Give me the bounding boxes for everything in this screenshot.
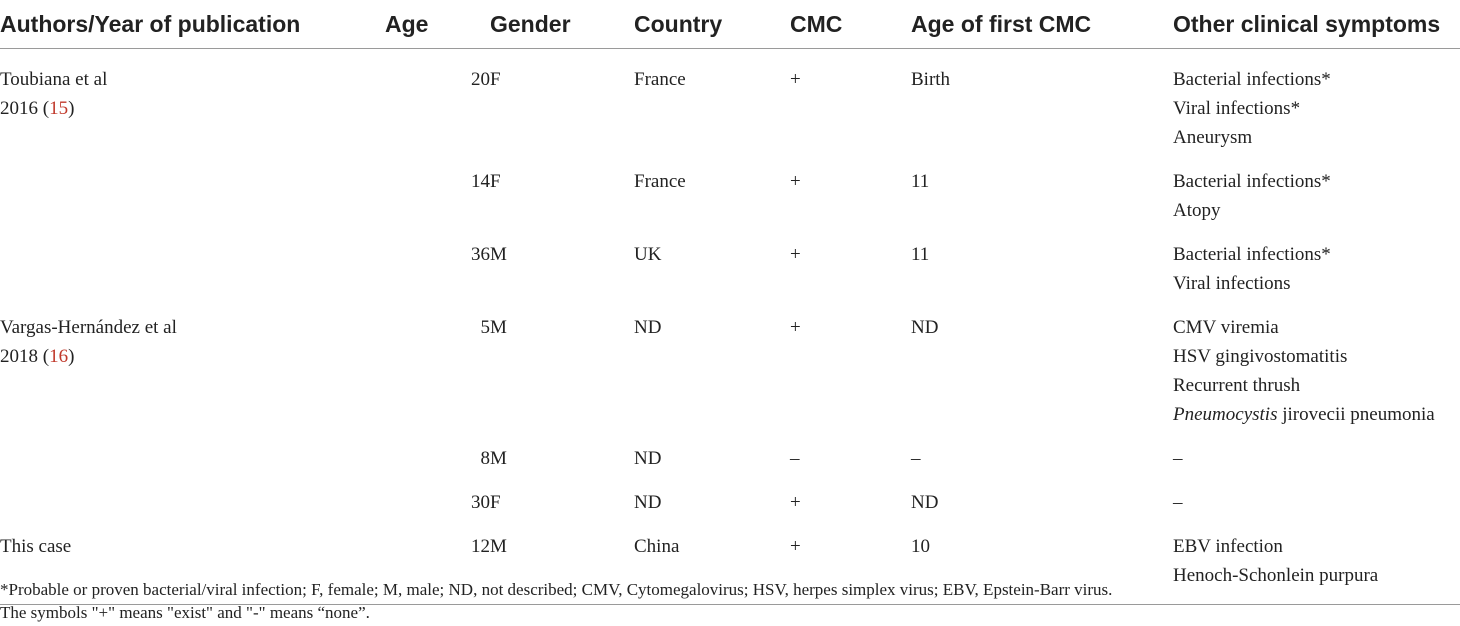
table-row [0,225,1460,298]
header-cmc: CMC [790,0,911,49]
reference-link[interactable]: 16 [49,346,69,367]
country-cell: ND [634,317,662,338]
symptom-item: Pneumocystis jirovecii pneumonia [1173,404,1435,425]
symptoms-cell [1173,152,1460,225]
author-year: 2018 (16) [0,346,75,367]
cmc-cell: + [790,69,801,90]
header-symptoms: Other clinical symptoms [1173,0,1460,49]
symptom-item: Bacterial infections* [1173,69,1331,90]
author-cell [0,225,385,298]
author-cell [0,152,385,225]
header-authors: Authors/Year of publication [0,0,385,49]
reference-link[interactable]: 15 [49,98,69,119]
symptoms-cell [1173,429,1460,473]
symptom-item: Viral infections [1173,273,1291,294]
author-year: 2016 (15) [0,98,75,119]
symptom-item: Bacterial infections* [1173,244,1331,265]
gender-cell: F [490,492,501,513]
age-cell: 8 [480,448,490,469]
header-country: Country [634,0,790,49]
country-cell: France [634,171,686,192]
author-name: Toubiana et al [0,69,108,90]
first-cmc-cell: ND [911,492,939,513]
first-cmc-cell: – [911,448,921,469]
age-cell: 20 [471,69,490,90]
symptom-item: EBV infection [1173,536,1283,557]
gender-cell: M [490,317,507,338]
table-footnotes [0,578,1460,624]
author-cell [0,298,385,429]
symptom-item: – [1173,448,1183,469]
symptom-item: – [1173,492,1183,513]
author-cell [0,473,385,517]
country-cell: ND [634,448,662,469]
author-cell [0,49,385,153]
country-cell: France [634,69,686,90]
footnote-symbols: The symbols "+" means "exist" and "-" means “none”. [0,603,370,622]
cmc-cell: + [790,492,801,513]
table-row [0,429,1460,473]
gender-cell: M [490,244,507,265]
author-name: This case [0,536,72,557]
age-cell: 5 [480,317,490,338]
symptom-item: CMV viremia [1173,317,1279,338]
symptom-item: Henoch-Schonlein purpura [1173,565,1379,586]
cmc-cell: + [790,171,801,192]
first-cmc-cell: Birth [911,69,951,90]
first-cmc-cell: 11 [911,171,930,192]
age-cell: 30 [471,492,490,513]
symptoms-cell [1173,298,1460,429]
header-age [385,0,490,49]
gender-cell: M [490,517,634,605]
symptom-item: Bacterial infections* [1173,171,1331,192]
age-cell: 12 [385,517,490,605]
cmc-cell: + [790,317,801,338]
first-cmc-cell: ND [911,317,939,338]
table-row [0,152,1460,225]
age-cell: 14 [471,171,490,192]
cmc-cell: – [790,448,800,469]
footnote-abbreviations: *Probable or proven bacterial/viral infection; F, female; M, male; ND, not described; CMV, Cytomegalovirus; HSV, herpes simplex virus; EBV, Epstein-Barr virus. [0,580,1113,599]
first-cmc-cell: 10 [911,517,1173,605]
symptom-item: Atopy [1173,200,1221,221]
table-row [0,473,1460,517]
cmc-cell: + [790,517,911,605]
table-row [0,49,1460,153]
header-age-label: Age [385,10,429,37]
author-name: Vargas-Hernández et al [0,317,177,338]
header-gender: Gender [490,0,634,49]
symptom-item: Viral infections* [1173,98,1301,119]
first-cmc-cell: 11 [911,244,930,265]
country-cell: UK [634,244,662,265]
gender-cell: F [490,171,501,192]
symptom-item: Aneurysm [1173,127,1253,148]
age-cell: 36 [471,244,490,265]
symptoms-cell [1173,49,1460,153]
header-row [0,0,1460,49]
symptoms-cell [1173,225,1460,298]
table-row [0,298,1460,429]
symptoms-cell [1173,473,1460,517]
gender-cell: M [490,448,507,469]
symptom-item: Recurrent thrush [1173,375,1301,396]
gender-cell: F [490,69,501,90]
country-cell: ND [634,492,662,513]
country-cell: China [634,517,790,605]
author-cell [0,429,385,473]
cmc-cell: + [790,244,801,265]
symptom-item: HSV gingivostomatitis [1173,346,1348,367]
header-first-cmc: Age of first CMC [911,0,1173,49]
